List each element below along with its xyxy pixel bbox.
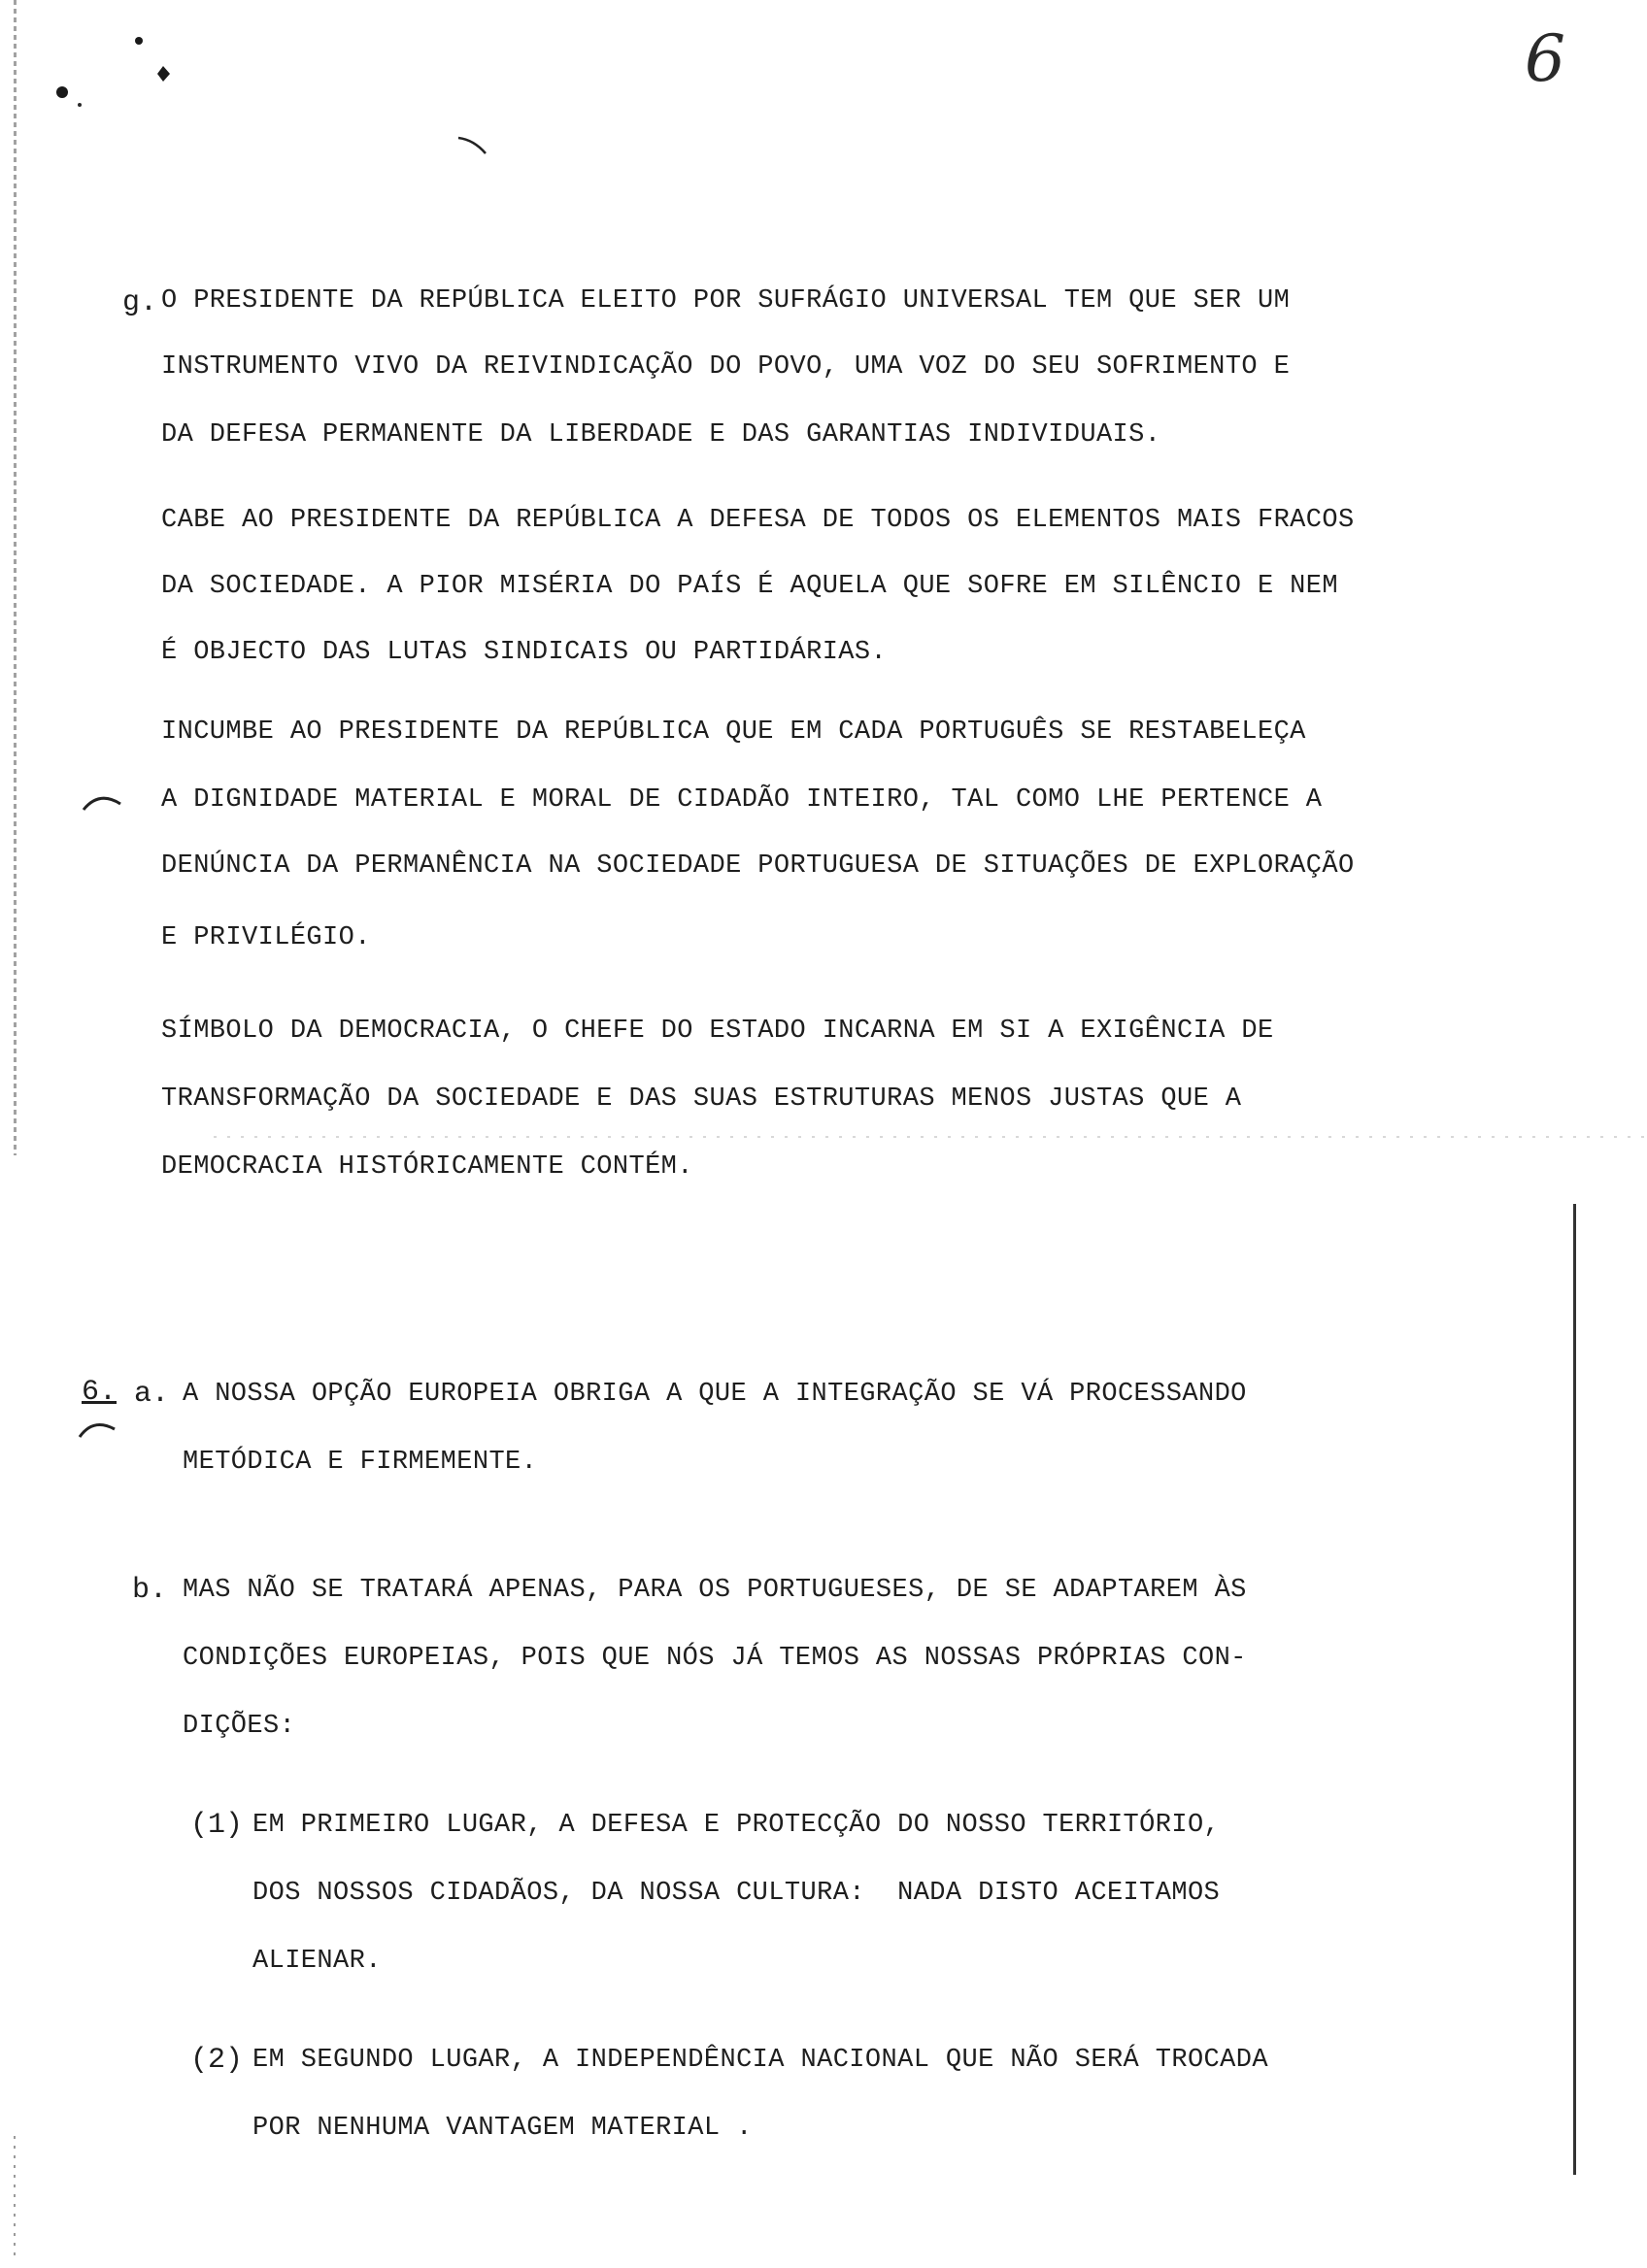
paragraph-line: DA DEFESA PERMANENTE DA LIBERDADE E DAS GARANTIAS INDIVIDUAIS. (161, 420, 1161, 450)
item-marker-g: g. (122, 286, 158, 319)
paragraph-line: É OBJECTO DAS LUTAS SINDICAIS OU PARTIDÁRIAS. (161, 638, 888, 667)
item-marker-a: a. (134, 1378, 170, 1411)
paragraph-line: TRANSFORMAÇÃO DA SOCIEDADE E DAS SUAS ESTRUTURAS MENOS JUSTAS QUE A (161, 1084, 1242, 1114)
scan-smudge (214, 1136, 1647, 1138)
subitem-marker-1: (1) (190, 1809, 244, 1842)
paragraph-line: O PRESIDENTE DA REPÚBLICA ELEITO POR SUFRÁGIO UNIVERSAL TEM QUE SER UM (161, 286, 1291, 316)
subitem-marker-2: (2) (190, 2044, 244, 2077)
scan-edge-right (1573, 1204, 1576, 2175)
scan-edge-left-lower (14, 2136, 16, 2262)
paragraph-line: SÍMBOLO DA DEMOCRACIA, O CHEFE DO ESTADO INCARNA EM SI A EXIGÊNCIA DE (161, 1017, 1274, 1046)
paragraph-line: INSTRUMENTO VIVO DA REIVINDICAÇÃO DO POVO, UMA VOZ DO SEU SOFRIMENTO E (161, 352, 1291, 382)
paragraph-line: EM SEGUNDO LUGAR, A INDEPENDÊNCIA NACIONAL QUE NÃO SERÁ TROCADA (252, 2046, 1268, 2075)
paragraph-line: ALIENAR. (252, 1947, 382, 1976)
paragraph-line: POR NENHUMA VANTAGEM MATERIAL . (252, 2114, 753, 2143)
paragraph-line: CABE AO PRESIDENTE DA REPÚBLICA A DEFESA DE TODOS OS ELEMENTOS MAIS FRACOS (161, 506, 1355, 535)
paragraph-line: E PRIVILÉGIO. (161, 923, 371, 952)
paragraph-line: MAS NÃO SE TRATARÁ APENAS, PARA OS PORTUGUESES, DE SE ADAPTAREM ÀS (183, 1576, 1247, 1605)
paragraph-line: CONDIÇÕES EUROPEIAS, POIS QUE NÓS JÁ TEMOS AS NOSSAS PRÓPRIAS CON- (183, 1644, 1247, 1673)
paragraph-line: DENÚNCIA DA PERMANÊNCIA NA SOCIEDADE PORTUGUESA DE SITUAÇÕES DE EXPLORAÇÃO (161, 851, 1355, 881)
scan-edge-left (14, 0, 17, 1155)
item-marker-b: b. (132, 1574, 168, 1607)
paragraph-line: METÓDICA E FIRMEMENTE. (183, 1448, 538, 1477)
paragraph-line: DA SOCIEDADE. A PIOR MISÉRIA DO PAÍS É AQUELA QUE SOFRE EM SILÊNCIO E NEM (161, 572, 1338, 601)
paragraph-line: DEMOCRACIA HISTÓRICAMENTE CONTÉM. (161, 1152, 693, 1182)
margin-arc-mark (80, 786, 128, 816)
section-number-6: 6. (82, 1376, 118, 1409)
paragraph-line: EM PRIMEIRO LUGAR, A DEFESA E PROTECÇÃO DO NOSSO TERRITÓRIO, (252, 1811, 1221, 1840)
paragraph-line: A DIGNIDADE MATERIAL E MORAL DE CIDADÃO INTEIRO, TAL COMO LHE PERTENCE A (161, 785, 1323, 815)
paragraph-line: INCUMBE AO PRESIDENTE DA REPÚBLICA QUE EM CADA PORTUGUÊS SE RESTABELEÇA (161, 717, 1306, 747)
page-number: 6 (1525, 21, 1565, 96)
ink-dots-top-left (39, 19, 194, 126)
paragraph-line: A NOSSA OPÇÃO EUROPEIA OBRIGA A QUE A INTEGRAÇÃO SE VÁ PROCESSANDO (183, 1380, 1247, 1409)
paragraph-line: DOS NOSSOS CIDADÃOS, DA NOSSA CULTURA: NADA DISTO ACEITAMOS (252, 1879, 1221, 1908)
paragraph-line: DIÇÕES: (183, 1712, 296, 1741)
pen-stroke-top (456, 134, 495, 163)
margin-arc-mark-2 (76, 1414, 124, 1443)
